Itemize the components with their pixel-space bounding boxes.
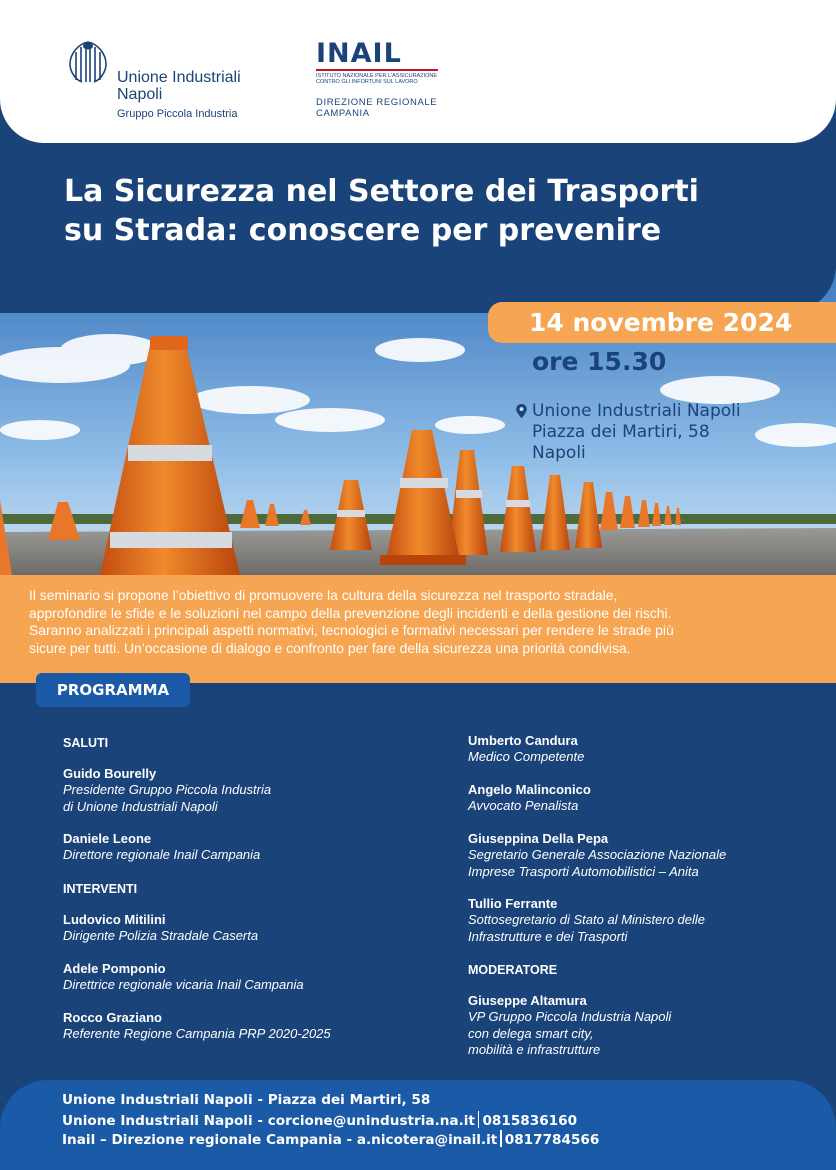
programma-label: PROGRAMMA <box>36 673 190 707</box>
header <box>0 0 836 143</box>
speaker-name: Giuseppe Altamura <box>468 993 587 1008</box>
speaker-role: Infrastrutture e dei Trasporti <box>468 928 628 944</box>
speaker-role: Sottosegretario di Stato al Ministero delle <box>468 912 706 928</box>
speaker-guido-bourelly <box>63 766 271 815</box>
speaker-daniele-leone <box>63 831 260 864</box>
description-line2: approfondire le sfide e le soluzioni nel campo della prevenzione degli incidenti e della gestione dei rischi. <box>29 604 672 621</box>
inail-small-line2: CONTRO GLI INFORTUNI SUL LAVORO <box>316 79 418 85</box>
inail-division-line2: CAMPANIA <box>316 108 370 119</box>
footer-address: Unione Industriali Napoli - Piazza dei Martiri, 58 <box>62 1092 431 1108</box>
speaker-name: Rocco Graziano <box>63 1010 162 1025</box>
speaker-umberto-candura <box>468 733 584 766</box>
unione-industriali-logo <box>64 38 112 86</box>
speaker-name: Adele Pomponio <box>63 961 166 976</box>
separator <box>500 1130 502 1147</box>
speaker-name: Tullio Ferrante <box>468 896 558 911</box>
speaker-role: Referente Regione Campania PRP 2020-2025 <box>63 1026 331 1042</box>
speaker-role: con delega smart city, <box>468 1025 594 1041</box>
description-band <box>0 575 836 683</box>
speaker-role: Direttore regionale Inail Campania <box>63 847 261 863</box>
event-time: ore 15.30 <box>532 347 667 376</box>
speaker-role: Direttrice regionale vicaria Inail Campania <box>63 977 304 993</box>
speaker-role: Imprese Trasporti Automobilistici – Anita <box>468 863 699 879</box>
speaker-name: Angelo Malinconico <box>468 782 591 797</box>
inail-small-line1: ISTITUTO NAZIONALE PER L'ASSICURAZIONE <box>316 73 438 79</box>
speaker-role: Presidente Gruppo Piccola Industria <box>63 782 272 798</box>
inail-small-text <box>316 73 446 85</box>
speaker-name: Ludovico Mitilini <box>63 912 166 927</box>
speaker-angelo-malinconico <box>468 782 591 815</box>
inail-logo-underline <box>316 69 438 71</box>
inail-division-line1: DIREZIONE REGIONALE <box>316 97 438 108</box>
org1-name-line2: Napoli <box>117 86 163 103</box>
event-title-line2: su Strada: conoscere per prevenire <box>64 213 662 248</box>
location-line1: Unione Industriali Napoli <box>532 401 741 421</box>
speaker-role: Avvocato Penalista <box>468 798 579 814</box>
location-line2: Piazza dei Martiri, 58 <box>532 422 710 442</box>
moderatore-heading: MODERATORE <box>468 963 558 977</box>
event-location <box>516 401 741 464</box>
speaker-name: Giuseppina Della Pepa <box>468 831 609 846</box>
interventi-heading: INTERVENTI <box>63 882 138 896</box>
speaker-rocco-graziano <box>63 1010 331 1043</box>
speaker-role: mobilità e infrastrutture <box>468 1041 601 1057</box>
location-pin-icon <box>516 404 527 418</box>
event-date: 14 novembre 2024 <box>529 308 793 337</box>
description-text <box>29 587 819 657</box>
speaker-giuseppe-altamura <box>468 993 671 1058</box>
speaker-ludovico-mitilini <box>63 912 258 945</box>
footer-contact-inail <box>62 1130 599 1148</box>
saluti-heading: SALUTI <box>63 736 109 750</box>
description-line1: Il seminario si propone l’obiettivo di promuovere la cultura della sicurezza nel trasporto stradale, <box>29 587 618 603</box>
speaker-role: Dirigente Polizia Stradale Caserta <box>63 928 259 944</box>
footer-contact-unindustria <box>62 1111 577 1129</box>
speaker-adele-pomponio <box>63 961 304 994</box>
footer-contacts <box>0 1080 836 1170</box>
org1-name-line1: Unione Industriali <box>117 69 241 86</box>
speaker-giuseppina-della-pepa <box>468 831 726 880</box>
speaker-role: Medico Competente <box>468 749 585 765</box>
event-title-line1: La Sicurezza nel Settore dei Trasporti <box>64 174 699 209</box>
inail-logo: INAIL <box>316 38 402 69</box>
title-panel <box>0 130 836 313</box>
footer-unindustria-email[interactable]: Unione Industriali Napoli - corcione@unindustria.na.it <box>62 1113 475 1129</box>
speaker-role: di Unione Industriali Napoli <box>63 798 218 814</box>
description-line3: Saranno analizzati i principali aspetti normativi, tecnologici e formativi necessari per rendere le strade più <box>29 622 674 638</box>
date-box <box>488 302 836 343</box>
speaker-role: Segretario Generale Associazione Nazionale <box>468 847 727 863</box>
speaker-role: VP Gruppo Piccola Industria Napoli <box>468 1009 672 1025</box>
org1-subtitle: Gruppo Piccola Industria <box>117 108 238 120</box>
inail-division <box>316 97 437 119</box>
footer-inail-phone[interactable]: 0817784566 <box>504 1132 600 1148</box>
org1-name <box>117 69 241 103</box>
footer-unindustria-phone[interactable]: 0815836160 <box>482 1113 578 1129</box>
speaker-name: Guido Bourelly <box>63 766 157 781</box>
description-line4: sicure per tutti. Un’occasione di dialogo e confronto per fare della sicurezza una priorità condivisa. <box>29 639 631 656</box>
separator <box>478 1111 480 1128</box>
event-title <box>64 172 804 250</box>
location-line3: Napoli <box>532 443 586 463</box>
footer-inail-email[interactable]: Inail – Direzione regionale Campania - a.nicotera@inail.it <box>62 1132 498 1148</box>
speaker-name: Daniele Leone <box>63 831 152 846</box>
speaker-tullio-ferrante <box>468 896 705 945</box>
speaker-name: Umberto Candura <box>468 733 578 748</box>
